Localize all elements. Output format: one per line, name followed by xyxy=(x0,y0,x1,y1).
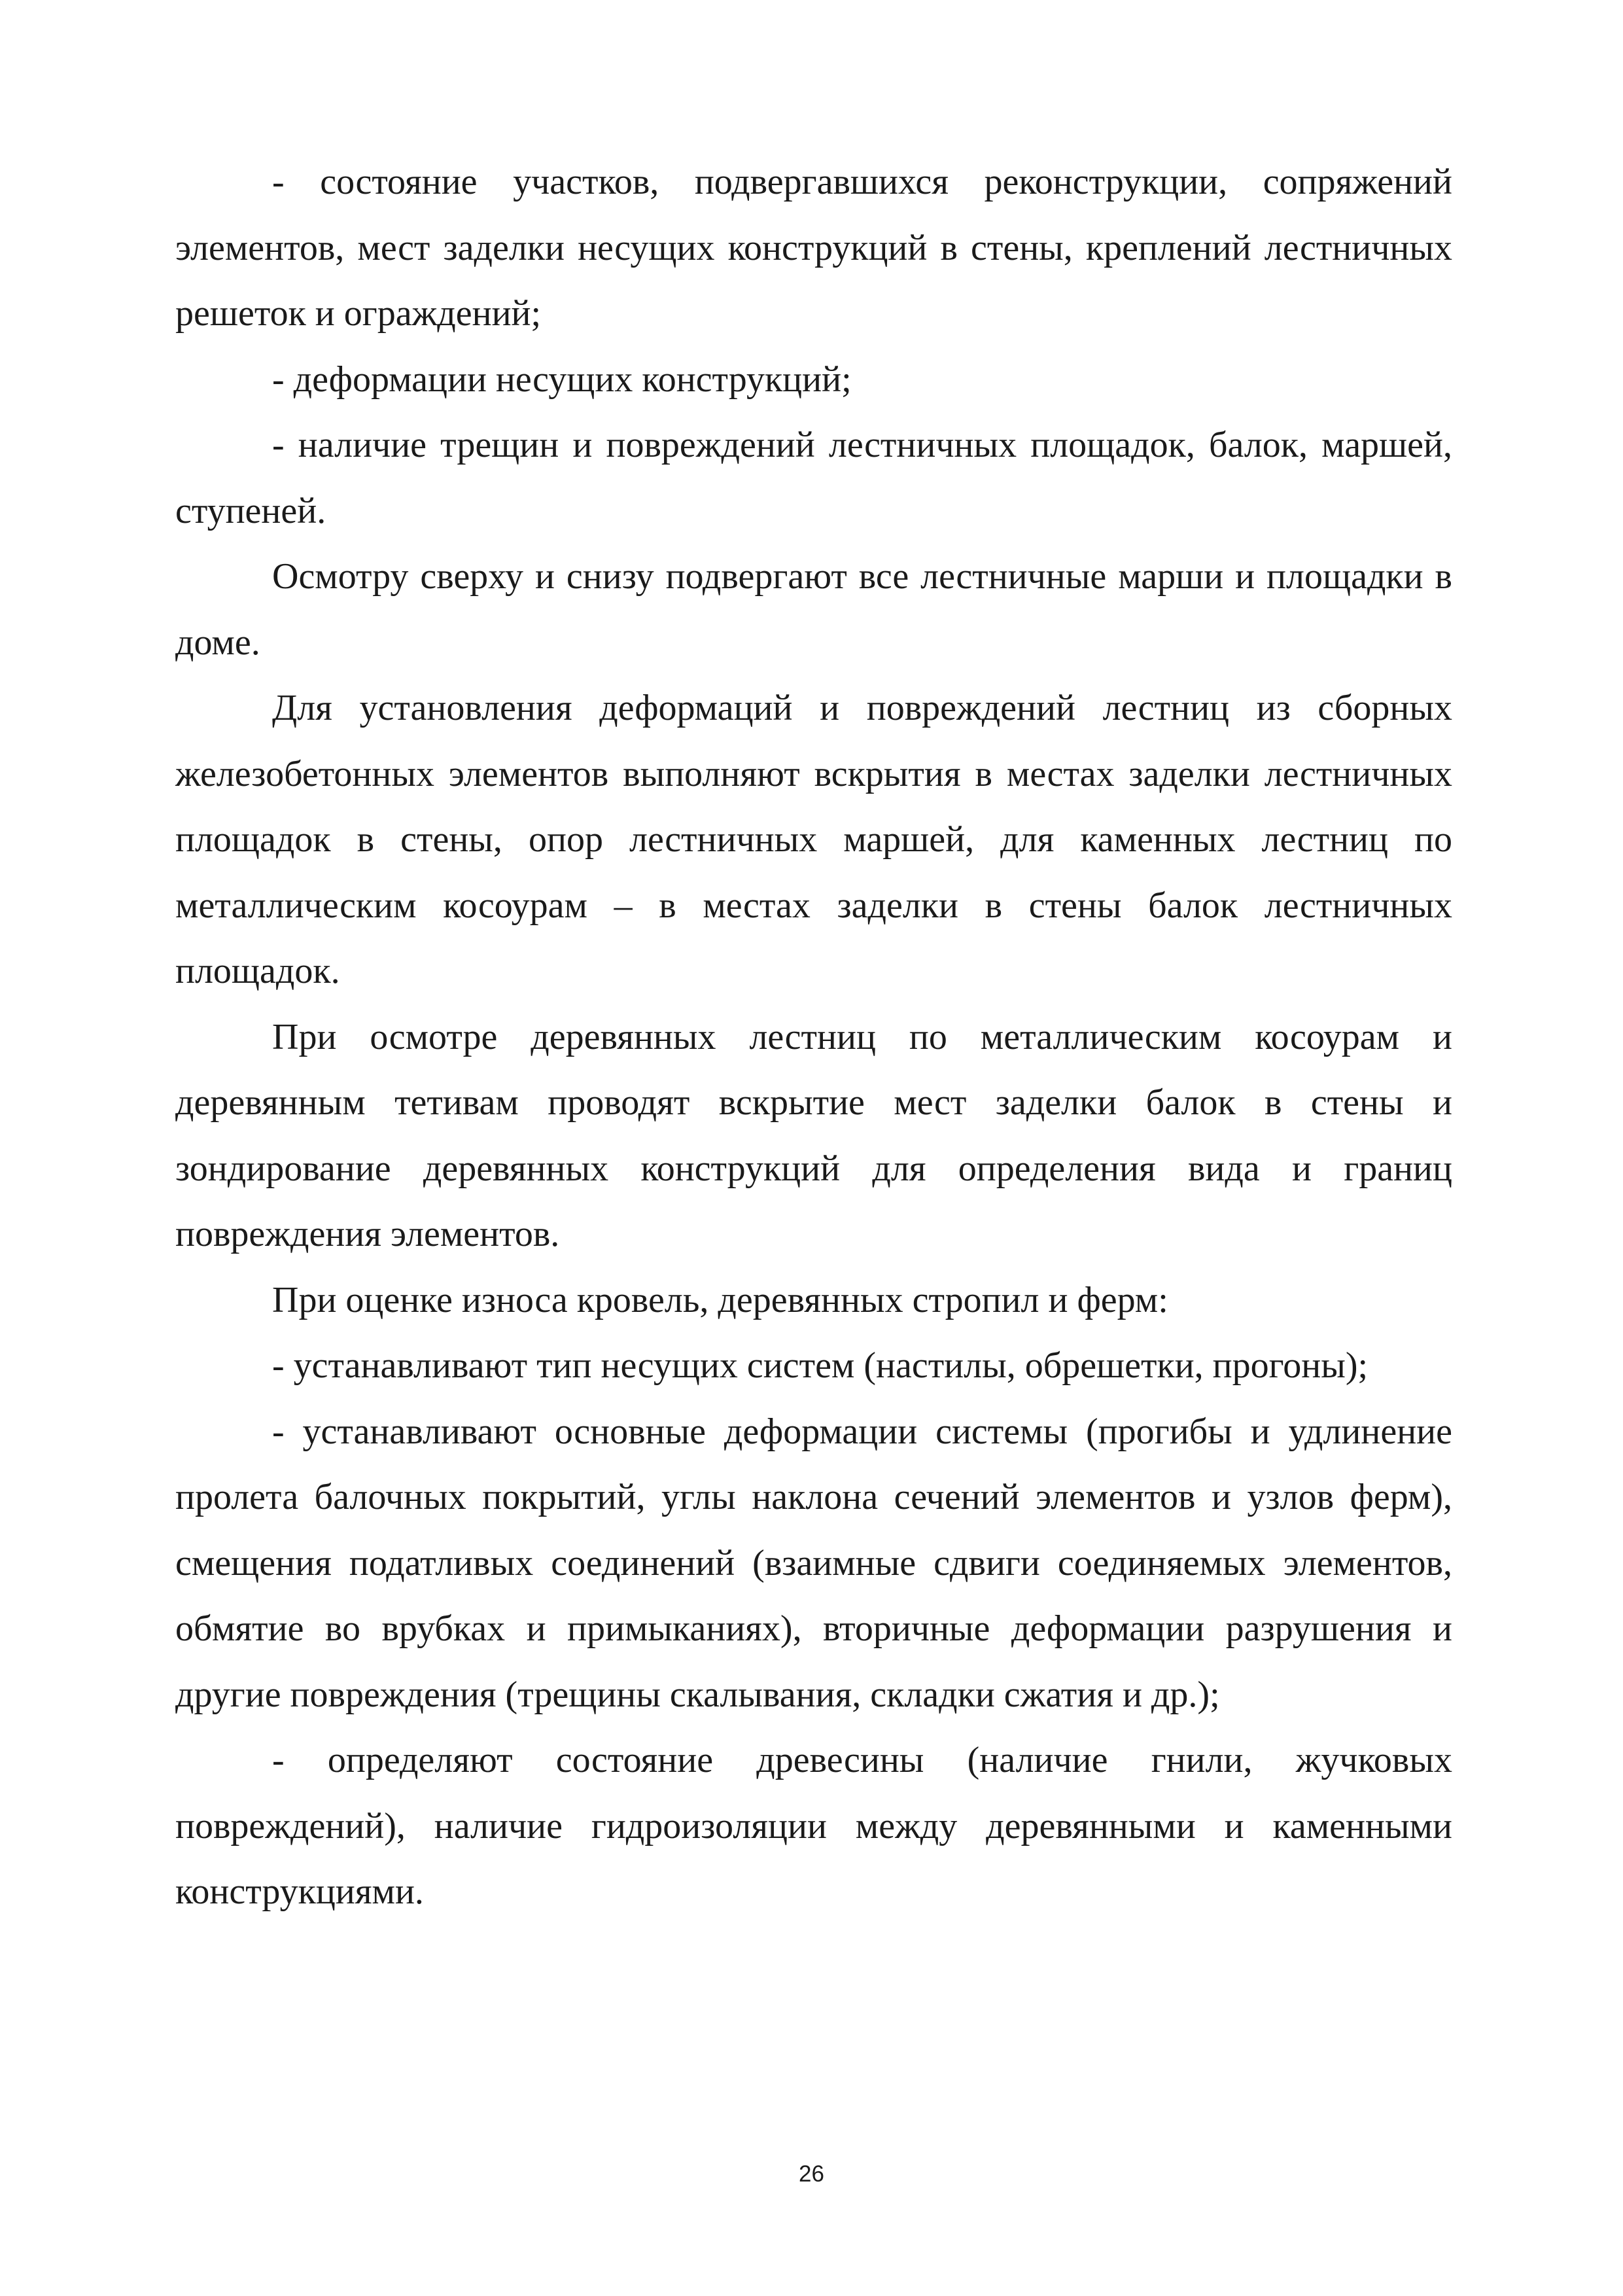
paragraph-bearing-systems: - устанавливают тип несущих систем (настилы, обрешетки, прогоны); xyxy=(272,1345,1369,1386)
paragraph-system-deformations: - устанавливают основные деформации системы (прогибы и удлинение пролета балочных покрытий, углы наклона сечений элементов и узлов ферм), смещения податливых соединений (взаимные сдвиги соединяемых элементов, обмятие во врубках и примыканиях), вторичные деформации разрушения и другие повреждения (трещины скалывания, складки сжатия и др.); xyxy=(175,1411,1452,1715)
paragraph-roof-assessment: При оценке износа кровель, деревянных стропил и ферм: xyxy=(272,1279,1168,1320)
paragraph-precast-stairs: Для установления деформаций и повреждений лестниц из сборных железобетонных элементов выполняют вскрытия в местах заделки лестничных площадок в стены, опор лестничных маршей, для каменных лестниц по металлическим косоурам – в местах заделки в стены балок лестничных площадок. xyxy=(175,688,1452,991)
paragraph-cracks: - наличие трещин и повреждений лестничных площадок, балок, маршей, ступеней. xyxy=(175,425,1452,531)
document-body xyxy=(175,149,1452,1925)
page-number: 26 xyxy=(799,2161,824,2187)
paragraph-wood-condition: - определяют состояние древесины (наличие гнили, жучковых повреждений), наличие гидроизоляции между деревянными и каменными конструкциями. xyxy=(175,1740,1452,1912)
paragraph-inspection-top-bottom: Осмотру сверху и снизу подвергают все лестничные марши и площадки в доме. xyxy=(175,556,1452,663)
paragraph-wooden-stairs: При осмотре деревянных лестниц по металлическим косоурам и деревянным тетивам проводят вскрытие мест заделки балок в стены и зондирование деревянных конструкций для определения вида и границ повреждения элементов. xyxy=(175,1016,1452,1254)
paragraph-inspection-reconstruction: - состояние участков, подвергавшихся реконструкции, сопряжений элементов, мест заделки несущих конструкций в стены, креплений лестничных решеток и ограждений; xyxy=(175,162,1452,334)
paragraph-deformations: - деформации несущих конструкций; xyxy=(272,359,852,400)
